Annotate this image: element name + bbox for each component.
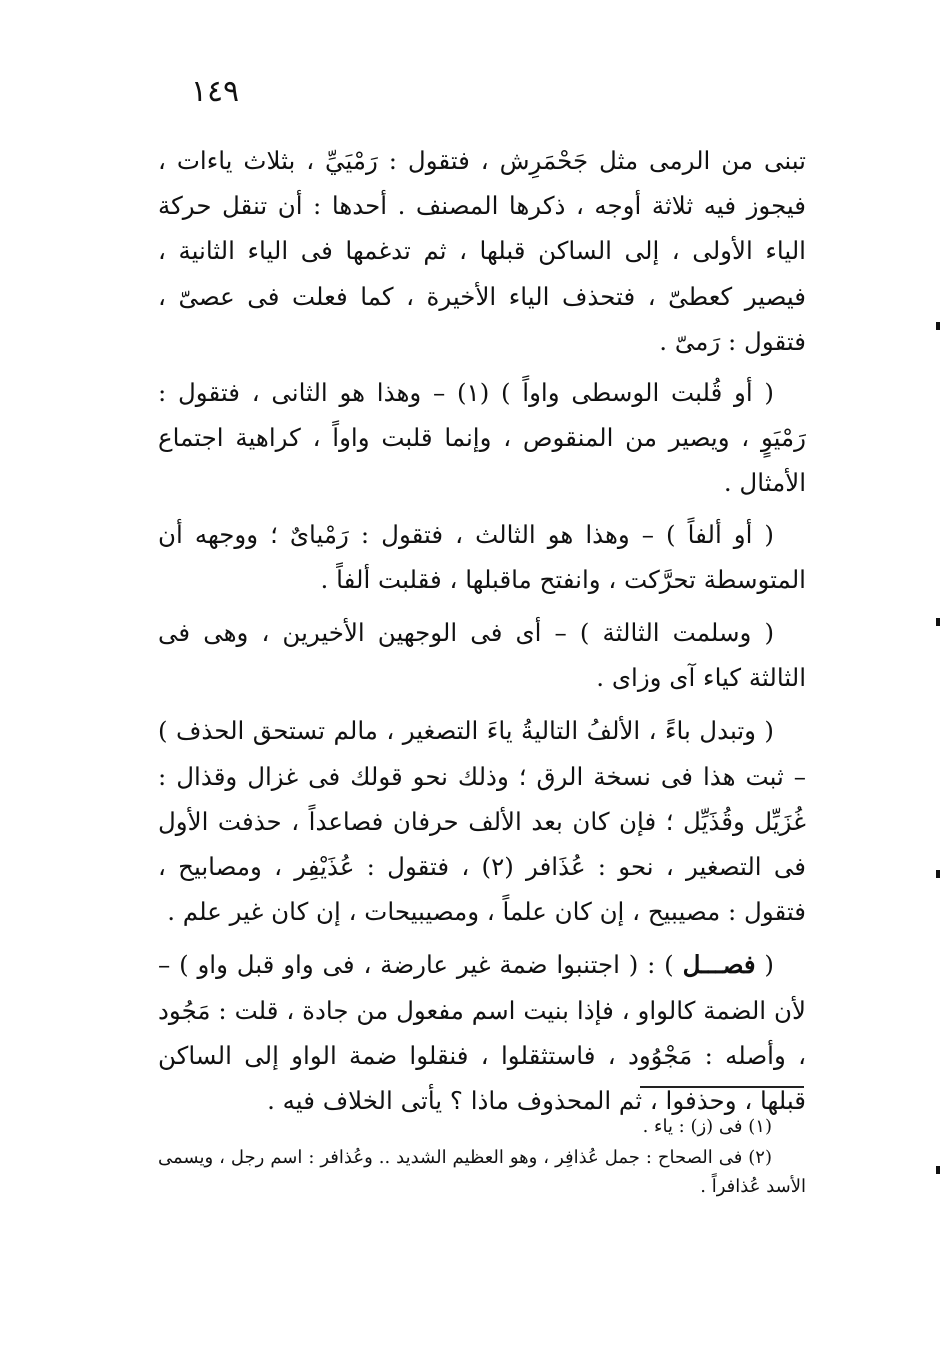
paragraph: تبنى من الرمى مثل جَحْمَرِش ، فتقول : رَمْيَيِّ ، بثلاث ياءات ، فيجوز فيه ثلاثة أوجه ، ذكرها المصنف . أحدها : أن تنقل حركة الياء الأولى ، إلى الساكن قبلها ، ثم تدغمها فى الياء الثانية ، فيصير كعطىّ ، فتحذف الياء الأخيرة ، كما فعلت فى عصىّ ، فتقول : رَمىّ . xyxy=(158,146,806,356)
page-number: ١٤٩ xyxy=(190,74,240,109)
paren-open: ( xyxy=(755,950,774,980)
section-text: ) : ( اجتنبوا ضمة غير عارضة ، فى واو قبل واو ) – لأن الضمة كالواو ، فإذا بنيت اسم مفعول من جادة ، قلت : مَجُود ، وأصله : مَجْوُود ، فاستثقلوا ، فنقلوا ضمة الواو إلى الساكن قبلها ، وحذفوا ، ثم المحذوف ماذا ؟ يأتى الخلاف فيه . xyxy=(158,950,806,1116)
section-label: فصـــل xyxy=(682,950,756,980)
margin-mark xyxy=(936,322,940,330)
margin-mark xyxy=(936,1166,940,1174)
paragraph: ( وتبدل باءً ، الألفُ التاليةُ ياءَ التصغير ، مالم تستحق الحذف ) – ثبت هذا فى نسخة الرق ؛ وذلك نحو قولك فى غزال وقذال : غُزَيِّل وقُذَيِّل ؛ فإن كان بعد الألف حرفان فصاعداً ، حذفت الأول فى التصغير ، نحو : عُذَافر (٢) ، فتقول : عُذَيْفِر ، ومصابيح ، فتقول : مصيبيح ، إن كان علماً ، ومصيبيحات ، إن كان غير علم . xyxy=(158,716,806,927)
paragraph-section xyxy=(158,942,806,1123)
footnotes xyxy=(158,1112,806,1203)
paragraph: ( أو قُلبت الوسطى واواً ) (١) – وهذا هو الثانى ، فتقول : رَمْيَوٍ ، ويصير من المنقوص ، وإنما قلبت واواً ، كراهية اجتماع الأمثال . xyxy=(158,378,806,498)
paragraph: ( أو ألفاً ) – وهذا هو الثالث ، فتقول : رَمْياىٌ ؛ ووجهه أن المتوسطة تحرَّكت ، وانفتح ماقبلها ، فقلبت ألفاً . xyxy=(158,519,806,594)
main-text xyxy=(158,138,806,1129)
margin-mark xyxy=(936,870,940,878)
margin-mark xyxy=(936,618,940,626)
footnote: (١) فى (ز) : ياء . xyxy=(642,1116,772,1137)
footnote-divider xyxy=(640,1086,804,1088)
footnote: (٢) فى الصحاح : جمل عُذافِر ، وهو العظيم الشديد .. وعُذافر : اسم رجل ، ويسمى الأسد عُذافراً . xyxy=(158,1147,806,1197)
paragraph: ( وسلمت الثالثة ) – أى فى الوجهين الأخيرين ، وهى فى الثالثة كياء آى وزاى . xyxy=(158,618,806,693)
